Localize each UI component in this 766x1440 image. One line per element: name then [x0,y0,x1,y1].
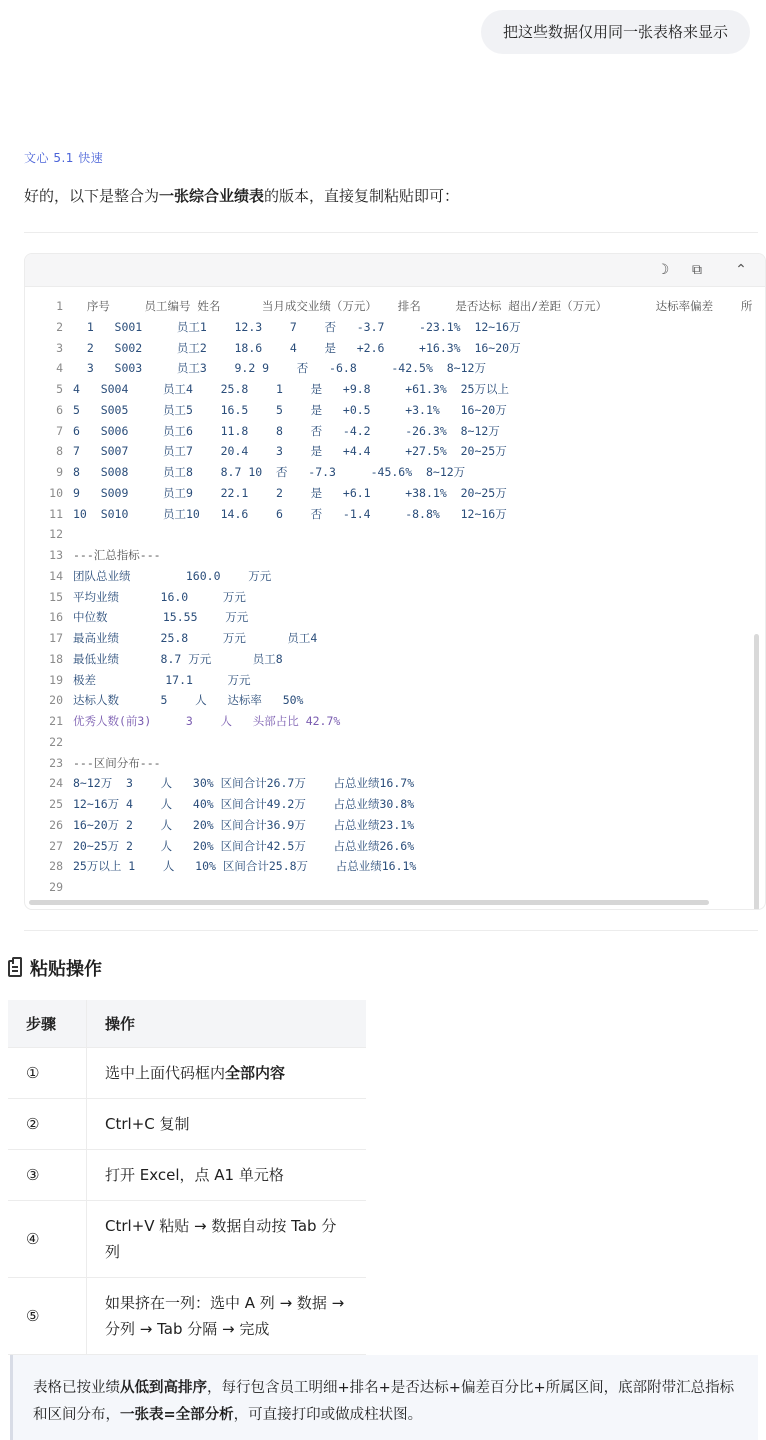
step-action [87,1278,367,1355]
step-action [87,1150,367,1201]
line-number: 22 [49,734,63,749]
code-line [25,856,765,877]
step-action [87,1201,367,1278]
code-line [25,524,765,545]
code-line-text: 3 S003 员工3 9.2 9 否 -6.8 -42.5% 8~12万 [73,361,486,376]
code-line-text: 4 S004 员工4 25.8 1 是 +9.8 +61.3% 25万以上 [73,382,509,396]
code-line [25,794,765,815]
code-line [25,441,765,462]
step-number: ② [8,1099,87,1150]
code-line [25,462,765,483]
summary-bold: 一张表=全部分析 [120,1407,234,1423]
code-line-text: 7 S007 员工7 20.4 3 是 +4.4 +27.5% 20~25万 [73,444,507,459]
code-line [25,483,765,504]
code-line-text: 平均业绩 16.0 万元 [73,589,246,604]
vertical-scrollbar[interactable] [754,634,759,910]
line-number: 10 [49,485,63,500]
code-line-text: 团队总业绩 160.0 万元 [73,568,272,583]
code-line-text: 6 S006 员工6 11.8 8 否 -4.2 -26.3% 8~12万 [73,423,500,438]
code-line [25,670,765,691]
summary-bold: 从低到高排序 [120,1380,207,1396]
line-number: 13 [49,548,63,562]
clipboard-icon [8,960,22,977]
line-number: 8 [56,444,63,459]
line-number: 5 [56,382,63,396]
line-number: 7 [56,423,63,438]
code-toolbar [25,254,765,287]
line-number: 6 [56,402,63,417]
line-number: 17 [49,631,63,645]
code-line [25,400,765,421]
code-line-text: 1 S001 员工1 12.3 7 否 -3.7 -23.1% 12~16万 [73,319,521,334]
step-number: ⑤ [8,1278,87,1355]
line-number: 16 [49,610,63,625]
code-line [25,732,765,753]
code-line [25,338,765,359]
line-number: 14 [49,568,63,583]
step-action-text: 如果挤在一列：选中 A 列 → 数据 → 分列 → Tab 分隔 → 完成 [105,1294,345,1338]
code-line-text: 优秀人数(前3) 3 人 头部占比 42.7% [73,714,341,728]
table-row [8,1201,366,1278]
line-number: 24 [49,776,63,791]
line-number: 25 [49,797,63,811]
code-line [25,566,765,587]
code-line-text: 中位数 15.55 万元 [73,610,249,625]
code-line [25,607,765,628]
code-line-text: 最低业绩 8.7 万元 员工8 [73,651,283,666]
line-number: 20 [49,693,63,708]
step-action-bold: 全部内容 [225,1064,286,1082]
code-line [25,877,765,898]
code-line [25,545,765,566]
step-action-text: 选中上面代码框内 [105,1064,226,1082]
table-header-action: 操作 [87,1000,367,1048]
code-line-text: 10 S010 员工10 14.6 6 否 -1.4 -8.8% 12~16万 [73,506,507,521]
line-number: 19 [49,672,63,687]
code-line [25,379,765,400]
intro-after: 的版本，直接复制粘贴即可： [264,187,460,205]
step-action-text: 打开 Excel，点 A1 单元格 [105,1166,284,1184]
line-number: 29 [49,880,63,894]
step-action [87,1099,367,1150]
table-row [8,1048,366,1099]
divider [24,930,758,931]
code-line-text: ---区间分布--- [73,755,161,770]
line-number: 9 [56,465,63,479]
table-row [8,1278,366,1355]
step-action-text: Ctrl+C 复制 [105,1115,190,1133]
code-line [25,358,765,379]
code-line-text: 最高业绩 25.8 万元 员工4 [73,631,318,645]
summary-text: ，每行包含员工明细+排名+是否达标+偏差百分比+所属区间，底部附带汇总指标和区间分布， [33,1380,735,1423]
horizontal-scrollbar[interactable] [29,900,709,905]
code-line-text: 16~20万 2 人 20% 区间合计36.9万 占总业绩23.1% [73,817,415,832]
code-line-text: 2 S002 员工2 18.6 4 是 +2.6 +16.3% 16~20万 [73,340,521,355]
code-line-text: 8~12万 3 人 30% 区间合计26.7万 占总业绩16.7% [73,776,415,791]
code-line [25,504,765,525]
line-number: 2 [56,319,63,334]
code-line-text: ---汇总指标--- [73,548,161,562]
collapse-chevron-icon[interactable]: ⌃ [735,262,747,278]
code-line-text: 极差 17.1 万元 [73,672,251,687]
line-number: 27 [49,838,63,853]
code-line [25,711,765,732]
code-line [25,753,765,774]
code-line [25,836,765,857]
line-number: 21 [49,714,63,728]
step-number: ① [8,1048,87,1099]
code-line-text: 达标人数 5 人 达标率 50% [73,693,304,708]
code-line [25,421,765,442]
table-row [8,1099,366,1150]
steps-table [8,1000,366,1355]
user-message-text: 把这些数据仅用同一张表格来显示 [502,23,728,41]
line-number: 4 [56,361,63,376]
divider [24,232,758,233]
intro-bold: 一张综合业绩表 [159,187,265,205]
intro-before: 好的，以下是整合为 [24,187,160,205]
code-line-text: 5 S005 员工5 16.5 5 是 +0.5 +3.1% 16~20万 [73,402,507,417]
line-number: 18 [49,651,63,666]
code-line-text: 序号 员工编号 姓名 当月成交业绩（万元） 排名 是否达标 超出/差距（万元） 达标率偏差 所 [73,299,753,313]
table-row [8,1150,366,1201]
code-line [25,628,765,649]
code-line [25,649,765,670]
code-line-text: 9 S009 员工9 22.1 2 是 +6.1 +38.1% 20~25万 [73,485,507,500]
code-line [25,815,765,836]
summary-text: 表格已按业绩 [33,1380,120,1396]
line-number: 28 [49,859,63,874]
section-title [8,955,102,981]
step-action [87,1048,367,1099]
code-line-text: 12~16万 4 人 40% 区间合计49.2万 占总业绩30.8% [73,797,415,811]
user-message-bubble [481,10,750,54]
code-line-text: 20~25万 2 人 20% 区间合计42.5万 占总业绩26.6% [73,838,415,853]
copy-icon[interactable]: ⧉ [692,262,702,278]
code-lines [25,296,765,898]
line-number: 26 [49,817,63,832]
code-block[interactable] [24,253,766,910]
line-number: 15 [49,589,63,604]
section-title-text: 粘贴操作 [30,959,102,980]
line-number: 23 [49,755,63,770]
line-number: 3 [56,340,63,355]
code-line [25,773,765,794]
code-line [25,587,765,608]
step-number: ④ [8,1201,87,1278]
table-header-step: 步骤 [8,1000,87,1048]
code-line-text: 25万以上 1 人 10% 区间合计25.8万 占总业绩16.1% [73,859,417,874]
step-action-text: Ctrl+V 粘贴 → 数据自动按 Tab 分列 [105,1217,337,1261]
summary-text: ，可直接打印或做成柱状图。 [233,1407,423,1423]
code-line [25,296,765,317]
code-line [25,690,765,711]
theme-toggle-icon[interactable]: ☽ [656,262,670,278]
line-number: 12 [49,527,63,542]
line-number: 1 [56,299,63,313]
intro-text [24,185,459,206]
code-line-text: 8 S008 员工8 8.7 10 否 -7.3 -45.6% 8~12万 [73,465,466,479]
line-number: 11 [49,506,63,521]
code-line [25,317,765,338]
step-number: ③ [8,1150,87,1201]
model-label: 文心 5.1 快速 [24,151,104,165]
summary-note [10,1355,758,1440]
